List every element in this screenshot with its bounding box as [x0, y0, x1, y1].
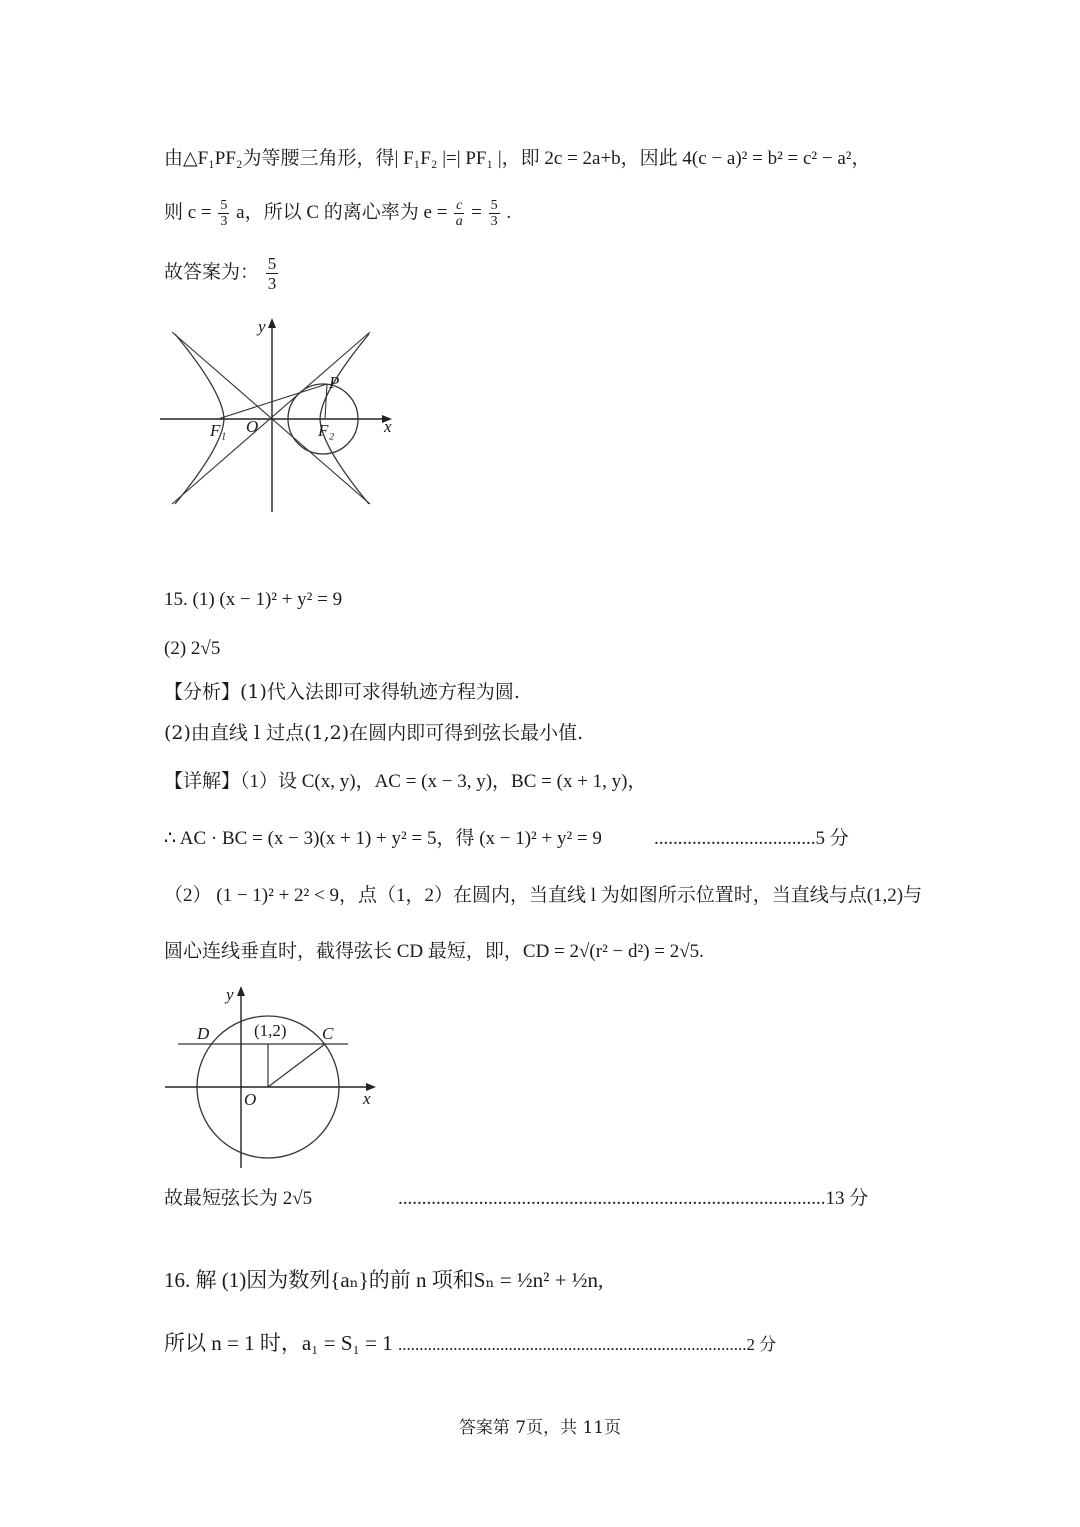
- y-axis-label: y: [226, 985, 234, 1004]
- q16-line-1: 16. 解 (1)因为数列{aₙ}的前 n 项和Sₙ = ½n² + ½n,: [164, 1268, 604, 1292]
- fraction-numerator: 5: [490, 198, 498, 213]
- origin-label: O: [244, 1090, 257, 1109]
- fraction-denominator: 3: [490, 214, 498, 229]
- fraction-numerator: c: [456, 198, 463, 213]
- fraction-denominator: 3: [220, 214, 228, 229]
- period: .: [506, 201, 512, 223]
- fraction-denominator: 3: [267, 274, 277, 293]
- text-segment: a，所以 C 的离心率为 e =: [236, 201, 448, 223]
- solution-line-isosceles: 由△F₁PF₂为等腰三角形，得| F₁F₂ |=| PF₁ |，即 2c = 2a+b，因此 4(c − a)² = b² = c² − a²，: [164, 148, 871, 169]
- score-marker-2: ..................................................................................2 分: [397, 1335, 777, 1354]
- analysis-line-1: 【分析】(1)代入法即可求得轨迹方程为圆.: [164, 681, 520, 703]
- point-c-label: C: [322, 1024, 334, 1043]
- fraction-denominator: a: [455, 214, 463, 229]
- conclusion-line: [164, 1186, 869, 1212]
- hyperbola-figure: [160, 312, 400, 517]
- fraction-5-3: [218, 198, 229, 229]
- conclusion-text: 故最短弦长为 2√5: [164, 1188, 313, 1209]
- x-axis-label: x: [384, 417, 392, 436]
- detail-line-1: 【详解】（1）设 C(x, y)，AC = (x − 3, y)，BC = (x + 1, y)，: [164, 771, 647, 792]
- point-1-2-label: (1,2): [254, 1021, 287, 1040]
- q16-equation: 所以 n = 1 时，a₁ = S₁ = 1: [164, 1331, 393, 1355]
- circle-chord-figure: [160, 980, 390, 1170]
- q15-answer-1: 15. (1) (x − 1)² + y² = 9: [164, 589, 343, 610]
- analysis-line-2: (2)由直线 l 过点(1,2)在圆内即可得到弦长最小值.: [164, 722, 584, 744]
- text-segment: 则 c =: [164, 201, 212, 223]
- solution-line-eccentricity: [164, 198, 511, 229]
- point-f2-label: F₂: [318, 421, 335, 440]
- fraction-numerator: 5: [267, 254, 277, 273]
- detail-line-2: [164, 826, 849, 852]
- page-footer: 答案第 7页，共 11页: [458, 1418, 622, 1438]
- q16-line-2: [164, 1330, 776, 1358]
- origin-label: O: [246, 417, 259, 436]
- detail-line-4: 圆心连线垂直时，截得弦长 CD 最短，即，CD = 2√(r² − d²) = 2√5.: [164, 941, 704, 962]
- x-axis-label: x: [363, 1089, 371, 1108]
- detail-line-3: （2） (1 − 1)² + 2² < 9，点（1，2）在圆内，当直线 l 为如图所示位置时，当直线与点(1,2)与: [164, 885, 923, 906]
- fraction-numerator: 5: [220, 198, 228, 213]
- fraction-c-a: [454, 198, 464, 229]
- fraction-5-3-result: [489, 198, 500, 229]
- answer-line: [164, 254, 280, 293]
- point-f1-label: F₁: [210, 421, 227, 440]
- y-axis-label: y: [258, 317, 266, 336]
- point-p-label: P: [329, 373, 340, 392]
- score-marker-13: ..........................................................................................13 分: [398, 1188, 869, 1209]
- point-d-label: D: [197, 1024, 210, 1043]
- answer-fraction: [266, 254, 279, 293]
- equals-sign: =: [471, 201, 482, 223]
- q15-answer-2: (2) 2√5: [164, 638, 221, 659]
- detail-equation: ∴ AC · BC = (x − 3)(x + 1) + y² = 5，得 (x − 1)² + y² = 9: [164, 828, 602, 849]
- answer-label: 故答案为：: [164, 261, 260, 283]
- score-marker-5: ..................................5 分: [654, 828, 849, 849]
